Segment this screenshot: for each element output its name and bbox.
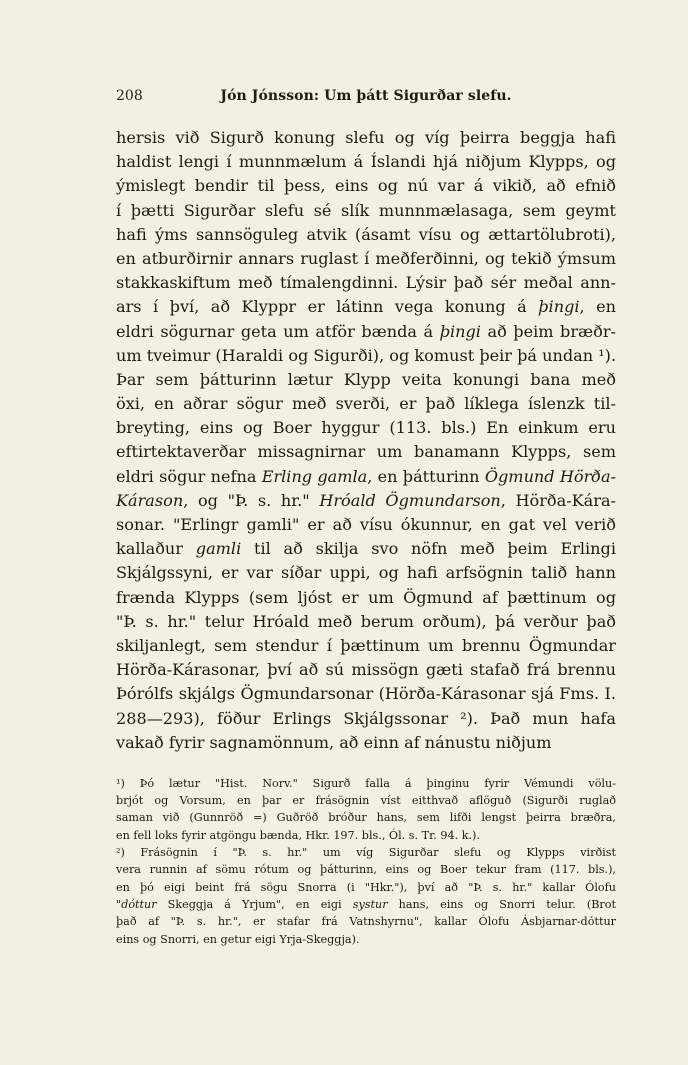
text-segment: ýmislegt bendir til þess, eins og nú var á vikið, að efnið (116, 176, 616, 196)
italic-segment: Erling gamla (261, 466, 368, 486)
italic-segment: Kárason (116, 490, 184, 510)
page-number: 208 (116, 88, 143, 104)
footnote-line (116, 931, 616, 948)
text-segment: til að skilja svo nöfn með þeim Erlingi (241, 539, 616, 559)
text-line (116, 199, 616, 223)
text-segment: Þar sem þátturinn lætur Klypp veita konungi bana með (116, 369, 616, 389)
text-segment: eldri sögur nefna (116, 466, 262, 486)
footnote-line (116, 913, 616, 930)
text-line (116, 610, 616, 634)
footnote-line (116, 844, 616, 861)
italic-segment: þingi (439, 321, 481, 341)
text-segment: , Hörða-Kára- (500, 490, 616, 510)
text-line (116, 271, 616, 295)
text-segment: haldist lengi í munnmælum á Íslandi hjá niðjum Klypps, og (116, 152, 616, 172)
text-line (116, 320, 616, 344)
text-segment: , en þátturinn (367, 466, 485, 486)
text-line (116, 489, 616, 513)
text-segment: Skjálgssyni, er var síðar uppi, og hafi arfsögnin talið hann (116, 563, 616, 583)
text-segment: brjót og Vorsum, en þar er frásögnin víst eitthvað aflöguð (Sigurði ruglað (116, 794, 616, 808)
text-segment: en atburðirnir annars ruglast í meðferðinni, og tekið ýmsum (116, 248, 616, 268)
text-line (116, 561, 616, 585)
text-segment: eldri sögurnar geta um atför bænda á (116, 321, 440, 341)
text-segment: um tveimur (Haraldi og Sigurði), og komust þeir þá undan ¹). (116, 345, 616, 365)
text-line (116, 707, 616, 731)
italic-segment: þingi (538, 297, 580, 317)
footnote-line (116, 827, 616, 844)
text-segment: í þætti Sigurðar slefu sé slík munnmælasaga, sem geymt (116, 200, 616, 220)
text-line (116, 586, 616, 610)
text-segment: Skeggja á Yrjum", en eigi (156, 897, 353, 911)
text-segment: vera runnin af sömu rótum og þátturinn, eins og Boer tekur fram (117. bls.), (116, 863, 616, 877)
text-segment: sonar. "Erlingr gamli" er að vísu ókunnur, en gat vel verið (116, 515, 616, 534)
text-segment: kallaður (116, 539, 196, 559)
text-segment: 288—293), föður Erlings Skjálgssonar ²). Það mun hafa (116, 708, 616, 728)
running-header (116, 88, 616, 112)
text-segment: öxi, en aðrar sögur með sverði, er það líklega íslenzk til- (116, 394, 616, 414)
text-line (116, 247, 616, 271)
text-line (116, 392, 616, 416)
text-segment: saman við (Gunnröð =) Guðröð bróður hans, sem lifði lengst þeirra bræðra, (116, 811, 616, 825)
text-segment: Þórólfs skjálgs Ögmundarsonar (Hörða-Kárasonar sjá Fms. I. (116, 684, 616, 704)
text-line (116, 223, 616, 247)
text-segment: " (116, 897, 122, 911)
text-segment: , og "Þ. s. hr." (183, 490, 320, 510)
text-segment: ars í því, að Klyppr er látinn vega konung á (116, 297, 539, 317)
footnotes (116, 775, 616, 948)
italic-segment: systur (352, 897, 388, 911)
footnote-line (116, 792, 616, 809)
text-segment: hersis við Sigurð konung slefu og víg þeirra beggja hafi (116, 128, 616, 147)
italic-segment: dóttur (121, 897, 157, 911)
footnote-line (116, 775, 616, 792)
text-line (116, 126, 616, 150)
text-segment: hafi ýms sannsöguleg atvik (ásamt vísu og ættartölubroti), (116, 224, 616, 244)
text-line (116, 295, 616, 319)
text-segment: vakað fyrir sagnamönnum, að einn af nánustu niðjum (116, 732, 552, 752)
text-segment: ²) Frásögnin í "Þ. s. hr." um víg Sigurðar slefu og Klypps virðist (116, 846, 616, 860)
text-segment: Hörða-Kárasonar, því að sú missögn gæti stafað frá brennu (116, 660, 616, 680)
text-line (116, 368, 616, 392)
text-segment: það af "Þ. s. hr.", er stafar frá Vatnshyrnu", kallar Ólofu Ásbjarnar-dóttur (116, 915, 616, 929)
text-segment: breyting, eins og Boer hyggur (113. bls.) En einkum eru (116, 418, 616, 438)
text-line (116, 416, 616, 440)
text-line (116, 440, 616, 464)
text-segment: frænda Klypps (sem ljóst er um Ögmund af þættinum og (116, 587, 616, 607)
italic-segment: Ögmund Hörða- (484, 466, 616, 486)
text-segment: en fell loks fyrir atgöngu bænda, Hkr. 197. bls., Ól. s. Tr. 94. k.). (116, 828, 480, 842)
book-page (116, 88, 616, 948)
text-line (116, 465, 616, 489)
footnote-line (116, 861, 616, 878)
text-line (116, 174, 616, 198)
italic-segment: Hróald Ögmundarson (319, 490, 501, 510)
text-segment: skiljanlegt, sem stendur í þættinum um brennu Ögmundar (116, 635, 616, 655)
text-line (116, 513, 616, 537)
main-text (116, 126, 616, 755)
footnote-line (116, 879, 616, 896)
text-line (116, 537, 616, 561)
text-line (116, 731, 616, 755)
running-title: Jón Jónsson: Um þátt Sigurðar slefu. (220, 88, 512, 104)
text-segment: en þó eigi beint frá sögu Snorra (i "Hkr."), því að "Þ. s. hr." kallar Ólofu (116, 880, 616, 894)
footnote-line (116, 896, 616, 913)
text-segment: ¹) Þó lætur "Hist. Norv." Sigurð falla á þinginu fyrir Vémundi völu- (116, 776, 616, 790)
text-line (116, 150, 616, 174)
text-line (116, 634, 616, 658)
italic-segment: gamli (195, 539, 242, 559)
text-line (116, 682, 616, 706)
text-segment: hans, eins og Snorri telur. (Brot (387, 897, 616, 911)
text-segment: "Þ. s. hr." telur Hróald með berum orðum), þá verður það (116, 611, 616, 631)
text-segment: , en (579, 297, 616, 317)
text-line (116, 658, 616, 682)
text-segment: stakkaskiftum með tímalengdinni. Lýsir það sér meðal ann- (116, 273, 616, 293)
text-segment: að þeim bræðr- (480, 321, 616, 341)
text-line (116, 344, 616, 368)
text-segment: eins og Snorri, en getur eigi Yrja-Skeggja). (116, 932, 360, 946)
text-segment: eftirtektaverðar missagnirnar um banamann Klypps, sem (116, 442, 616, 462)
footnote-line (116, 809, 616, 826)
